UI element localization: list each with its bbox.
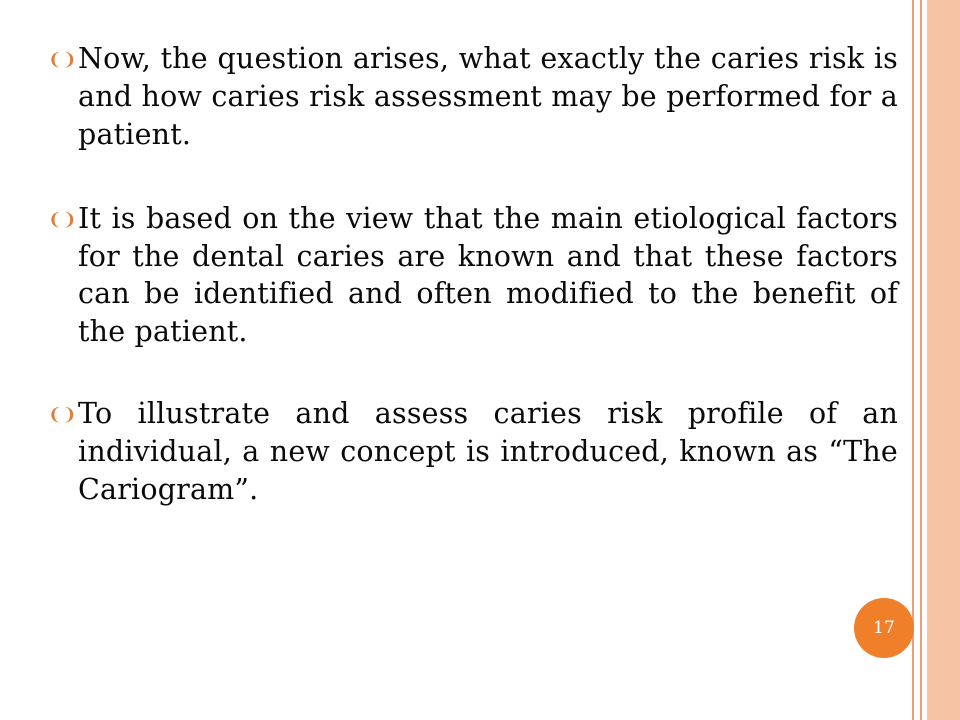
bullet-text: It is based on the view that the main etiological factors for the dental caries are known and that these factors can be identified and often modified to the benefit of the patient. bbox=[78, 201, 898, 349]
bullet-text: Now, the question arises, what exactly the caries risk is and how caries risk assessment may be performed for a patient. bbox=[78, 42, 898, 151]
bullet-item bbox=[48, 200, 898, 352]
bullet-item bbox=[48, 395, 898, 509]
bullet-text: To illustrate and assess caries risk profile of an individual, a new concept is introduced, known as “The Cariogram”. bbox=[78, 397, 898, 507]
slide-body bbox=[48, 40, 898, 551]
bullet-item bbox=[48, 40, 898, 154]
page-number-badge: 17 bbox=[854, 598, 914, 658]
bullet-marker-icon: ❨❩ bbox=[48, 405, 77, 426]
bullet-marker-icon: ❨❩ bbox=[48, 50, 77, 70]
border-stripe-band bbox=[927, 0, 960, 720]
bullet-marker-icon: ❨❩ bbox=[48, 209, 77, 230]
